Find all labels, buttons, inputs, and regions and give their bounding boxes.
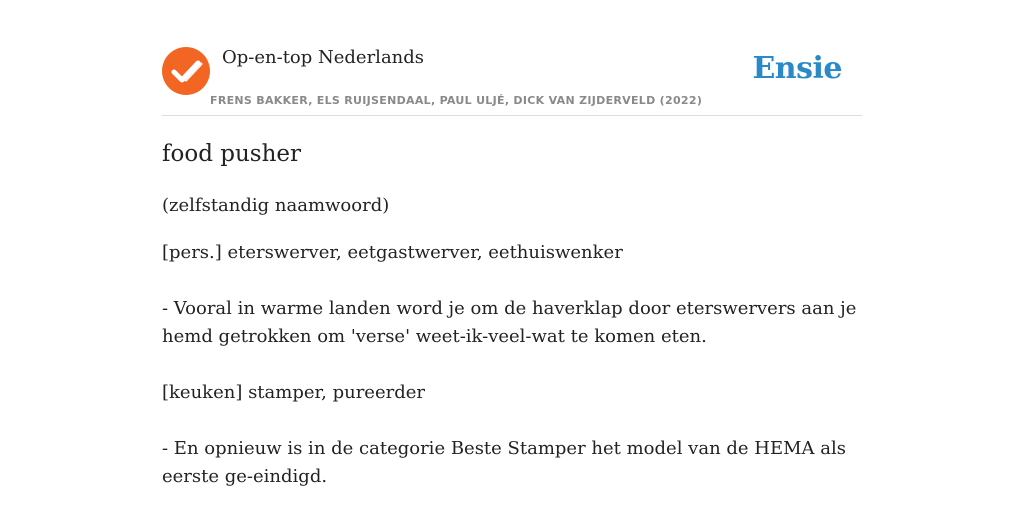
header-divider [162, 115, 862, 116]
checkmark-icon [162, 47, 210, 95]
example-paragraph: - Vooral in warme landen word je om de haverklap door eterswervers aan je hemd getrokken om 'verse' weet-ik-veel-wat te komen eten. [162, 298, 857, 347]
brand-logo[interactable]: Ensie [752, 51, 842, 86]
example-paragraph: - En opnieuw is in de categorie Beste Stamper het model van de HEMA als eerste ge-eindigd. [162, 438, 846, 487]
source-title[interactable]: Op-en-top Nederlands [222, 47, 425, 68]
source-authors: FRENS BAKKER, ELS RUIJSENDAAL, PAUL ULJÉ, DICK VAN ZIJDERVELD (2022) [210, 94, 703, 107]
entry-headword: food pusher [162, 141, 301, 167]
part-of-speech: (zelfstandig naamwoord) [162, 195, 390, 216]
definition-paragraph: [keuken] stamper, pureerder [162, 382, 425, 403]
definition-paragraph: [pers.] eterswerver, eetgastwerver, eethuiswenker [162, 242, 623, 263]
source-logo [162, 47, 210, 95]
